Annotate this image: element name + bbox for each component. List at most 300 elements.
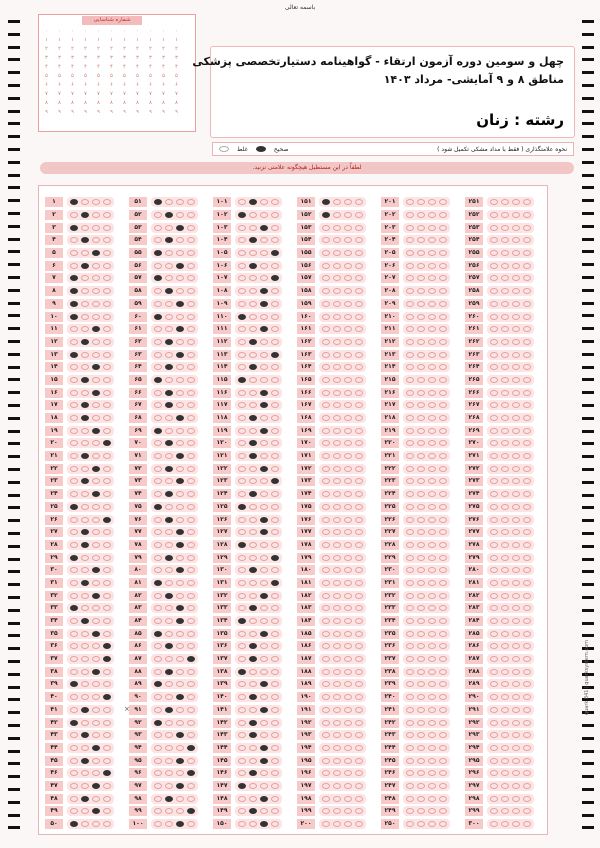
choice-bubble[interactable] (344, 555, 352, 561)
choice-bubble[interactable] (154, 199, 162, 205)
choice-bubble[interactable] (428, 796, 436, 802)
choice-bubble[interactable] (322, 199, 330, 205)
choice-bubble[interactable] (501, 301, 509, 307)
choice-bubble[interactable] (406, 770, 414, 776)
choice-bubble[interactable] (439, 580, 447, 586)
choice-bubble[interactable] (512, 796, 520, 802)
choice-bubble[interactable] (333, 796, 341, 802)
choice-bubble[interactable] (501, 352, 509, 358)
choice-bubble[interactable] (322, 237, 330, 243)
choice-bubble[interactable] (260, 542, 268, 548)
choice-bubble[interactable] (260, 694, 268, 700)
choice-bubble[interactable] (165, 707, 173, 713)
choice-bubble[interactable] (406, 517, 414, 523)
choice-bubble[interactable] (187, 707, 195, 713)
choice-bubble[interactable] (238, 555, 246, 561)
choice-bubble[interactable] (260, 681, 268, 687)
choice-bubble[interactable] (344, 758, 352, 764)
choice-bubble[interactable] (512, 593, 520, 599)
choice-bubble[interactable] (271, 390, 279, 396)
choice-bubble[interactable] (512, 555, 520, 561)
choice-bubble[interactable] (176, 491, 184, 497)
choice-bubble[interactable] (439, 301, 447, 307)
choice-bubble[interactable] (176, 542, 184, 548)
choice-bubble[interactable] (92, 783, 100, 789)
choice-bubble[interactable] (355, 529, 363, 535)
choice-bubble[interactable] (523, 631, 531, 637)
choice-bubble[interactable] (92, 669, 100, 675)
choice-bubble[interactable] (103, 415, 111, 421)
choice-bubble[interactable] (271, 808, 279, 814)
choice-bubble[interactable] (165, 237, 173, 243)
choice-bubble[interactable] (333, 237, 341, 243)
choice-bubble[interactable] (271, 618, 279, 624)
choice-bubble[interactable] (103, 390, 111, 396)
choice-bubble[interactable] (249, 402, 257, 408)
choice-bubble[interactable] (501, 478, 509, 484)
choice-bubble[interactable] (490, 605, 498, 611)
id-digit-bubble[interactable]: ۰ (110, 28, 113, 34)
choice-bubble[interactable] (260, 263, 268, 269)
choice-bubble[interactable] (355, 339, 363, 345)
choice-bubble[interactable] (271, 352, 279, 358)
id-digit-bubble[interactable]: ۲ (58, 46, 61, 52)
choice-bubble[interactable] (490, 453, 498, 459)
choice-bubble[interactable] (344, 225, 352, 231)
choice-bubble[interactable] (92, 605, 100, 611)
id-digit-bubble[interactable]: ۷ (71, 91, 74, 97)
choice-bubble[interactable] (439, 275, 447, 281)
choice-bubble[interactable] (103, 517, 111, 523)
choice-bubble[interactable] (103, 263, 111, 269)
choice-bubble[interactable] (355, 491, 363, 497)
id-digit-bubble[interactable]: ۵ (45, 73, 48, 79)
choice-bubble[interactable] (355, 478, 363, 484)
choice-bubble[interactable] (187, 796, 195, 802)
choice-bubble[interactable] (70, 618, 78, 624)
choice-bubble[interactable] (322, 656, 330, 662)
choice-bubble[interactable] (81, 796, 89, 802)
choice-bubble[interactable] (238, 580, 246, 586)
choice-bubble[interactable] (355, 237, 363, 243)
choice-bubble[interactable] (154, 237, 162, 243)
choice-bubble[interactable] (355, 567, 363, 573)
choice-bubble[interactable] (406, 491, 414, 497)
choice-bubble[interactable] (81, 542, 89, 548)
choice-bubble[interactable] (344, 263, 352, 269)
choice-bubble[interactable] (344, 669, 352, 675)
choice-bubble[interactable] (355, 428, 363, 434)
choice-bubble[interactable] (355, 555, 363, 561)
choice-bubble[interactable] (176, 199, 184, 205)
choice-bubble[interactable] (260, 593, 268, 599)
choice-bubble[interactable] (70, 758, 78, 764)
choice-bubble[interactable] (103, 250, 111, 256)
choice-bubble[interactable] (103, 631, 111, 637)
choice-bubble[interactable] (428, 618, 436, 624)
choice-bubble[interactable] (271, 453, 279, 459)
choice-bubble[interactable] (523, 453, 531, 459)
choice-bubble[interactable] (417, 656, 425, 662)
choice-bubble[interactable] (238, 656, 246, 662)
id-digit-bubble[interactable]: ۵ (58, 73, 61, 79)
choice-bubble[interactable] (406, 314, 414, 320)
choice-bubble[interactable] (406, 326, 414, 332)
choice-bubble[interactable] (271, 250, 279, 256)
choice-bubble[interactable] (271, 402, 279, 408)
choice-bubble[interactable] (501, 390, 509, 396)
choice-bubble[interactable] (490, 517, 498, 523)
choice-bubble[interactable] (187, 301, 195, 307)
id-digit-bubble[interactable]: ۲ (45, 46, 48, 52)
choice-bubble[interactable] (322, 707, 330, 713)
choice-bubble[interactable] (154, 390, 162, 396)
choice-bubble[interactable] (333, 250, 341, 256)
id-digit-bubble[interactable]: ۲ (136, 46, 139, 52)
choice-bubble[interactable] (439, 314, 447, 320)
choice-bubble[interactable] (238, 466, 246, 472)
choice-bubble[interactable] (176, 263, 184, 269)
choice-bubble[interactable] (103, 466, 111, 472)
choice-bubble[interactable] (501, 745, 509, 751)
choice-bubble[interactable] (249, 250, 257, 256)
choice-bubble[interactable] (103, 301, 111, 307)
choice-bubble[interactable] (512, 631, 520, 637)
id-digit-bubble[interactable]: ۴ (123, 64, 126, 70)
choice-bubble[interactable] (92, 593, 100, 599)
choice-bubble[interactable] (417, 478, 425, 484)
choice-bubble[interactable] (238, 402, 246, 408)
choice-bubble[interactable] (154, 314, 162, 320)
choice-bubble[interactable] (417, 352, 425, 358)
choice-bubble[interactable] (271, 745, 279, 751)
choice-bubble[interactable] (355, 720, 363, 726)
choice-bubble[interactable] (344, 529, 352, 535)
choice-bubble[interactable] (417, 275, 425, 281)
choice-bubble[interactable] (271, 643, 279, 649)
choice-bubble[interactable] (165, 339, 173, 345)
choice-bubble[interactable] (165, 593, 173, 599)
choice-bubble[interactable] (260, 275, 268, 281)
choice-bubble[interactable] (428, 453, 436, 459)
choice-bubble[interactable] (154, 453, 162, 459)
choice-bubble[interactable] (523, 301, 531, 307)
choice-bubble[interactable] (501, 783, 509, 789)
choice-bubble[interactable] (70, 402, 78, 408)
choice-bubble[interactable] (176, 656, 184, 662)
choice-bubble[interactable] (344, 250, 352, 256)
choice-bubble[interactable] (490, 250, 498, 256)
choice-bubble[interactable] (165, 770, 173, 776)
choice-bubble[interactable] (490, 352, 498, 358)
choice-bubble[interactable] (238, 352, 246, 358)
choice-bubble[interactable] (70, 428, 78, 434)
id-digit-bubble[interactable]: ۵ (136, 73, 139, 79)
choice-bubble[interactable] (355, 669, 363, 675)
choice-bubble[interactable] (501, 314, 509, 320)
choice-bubble[interactable] (260, 643, 268, 649)
choice-bubble[interactable] (187, 466, 195, 472)
choice-bubble[interactable] (165, 225, 173, 231)
id-digit-bubble[interactable]: ۰ (71, 28, 74, 34)
choice-bubble[interactable] (322, 314, 330, 320)
choice-bubble[interactable] (187, 428, 195, 434)
id-digit-bubble[interactable]: ۷ (162, 91, 165, 97)
choice-bubble[interactable] (322, 263, 330, 269)
choice-bubble[interactable] (439, 263, 447, 269)
choice-bubble[interactable] (406, 758, 414, 764)
choice-bubble[interactable] (176, 504, 184, 510)
choice-bubble[interactable] (70, 377, 78, 383)
choice-bubble[interactable] (154, 364, 162, 370)
id-digit-bubble[interactable]: ۸ (149, 100, 152, 106)
choice-bubble[interactable] (70, 199, 78, 205)
choice-bubble[interactable] (322, 250, 330, 256)
choice-bubble[interactable] (92, 808, 100, 814)
choice-bubble[interactable] (344, 694, 352, 700)
choice-bubble[interactable] (501, 593, 509, 599)
choice-bubble[interactable] (490, 707, 498, 713)
id-digit-bubble[interactable]: ۷ (175, 91, 178, 97)
choice-bubble[interactable] (81, 681, 89, 687)
choice-bubble[interactable] (523, 770, 531, 776)
choice-bubble[interactable] (260, 783, 268, 789)
id-digit-bubble[interactable]: ۴ (136, 64, 139, 70)
choice-bubble[interactable] (322, 796, 330, 802)
choice-bubble[interactable] (333, 605, 341, 611)
id-digit-bubble[interactable]: ۱ (97, 37, 100, 43)
choice-bubble[interactable] (238, 567, 246, 573)
choice-bubble[interactable] (249, 428, 257, 434)
id-digit-bubble[interactable]: ۷ (136, 91, 139, 97)
choice-bubble[interactable] (187, 364, 195, 370)
choice-bubble[interactable] (176, 440, 184, 446)
choice-bubble[interactable] (333, 567, 341, 573)
choice-bubble[interactable] (428, 326, 436, 332)
choice-bubble[interactable] (439, 466, 447, 472)
choice-bubble[interactable] (92, 466, 100, 472)
choice-bubble[interactable] (165, 478, 173, 484)
choice-bubble[interactable] (439, 758, 447, 764)
choice-bubble[interactable] (81, 402, 89, 408)
id-digit-bubble[interactable]: ۲ (97, 46, 100, 52)
choice-bubble[interactable] (103, 758, 111, 764)
choice-bubble[interactable] (187, 250, 195, 256)
choice-bubble[interactable] (176, 390, 184, 396)
choice-bubble[interactable] (490, 402, 498, 408)
choice-bubble[interactable] (523, 605, 531, 611)
choice-bubble[interactable] (81, 288, 89, 294)
choice-bubble[interactable] (344, 707, 352, 713)
choice-bubble[interactable] (322, 301, 330, 307)
choice-bubble[interactable] (165, 631, 173, 637)
id-digit-bubble[interactable]: ۸ (175, 100, 178, 106)
choice-bubble[interactable] (428, 745, 436, 751)
choice-bubble[interactable] (512, 263, 520, 269)
id-digit-bubble[interactable]: ۶ (84, 82, 87, 88)
choice-bubble[interactable] (249, 288, 257, 294)
choice-bubble[interactable] (249, 326, 257, 332)
choice-bubble[interactable] (523, 478, 531, 484)
choice-bubble[interactable] (523, 263, 531, 269)
choice-bubble[interactable] (406, 618, 414, 624)
choice-bubble[interactable] (501, 694, 509, 700)
choice-bubble[interactable] (333, 681, 341, 687)
choice-bubble[interactable] (70, 478, 78, 484)
choice-bubble[interactable] (490, 275, 498, 281)
choice-bubble[interactable] (417, 428, 425, 434)
choice-bubble[interactable] (70, 631, 78, 637)
choice-bubble[interactable] (70, 212, 78, 218)
choice-bubble[interactable] (417, 745, 425, 751)
choice-bubble[interactable] (81, 275, 89, 281)
choice-bubble[interactable] (355, 466, 363, 472)
id-digit-bubble[interactable]: ۱ (136, 37, 139, 43)
choice-bubble[interactable] (355, 199, 363, 205)
choice-bubble[interactable] (92, 275, 100, 281)
choice-bubble[interactable] (322, 681, 330, 687)
choice-bubble[interactable] (81, 783, 89, 789)
choice-bubble[interactable] (249, 339, 257, 345)
id-digit-bubble[interactable]: ۹ (58, 109, 61, 115)
choice-bubble[interactable] (81, 390, 89, 396)
choice-bubble[interactable] (501, 808, 509, 814)
choice-bubble[interactable] (428, 770, 436, 776)
choice-bubble[interactable] (187, 199, 195, 205)
choice-bubble[interactable] (154, 567, 162, 573)
choice-bubble[interactable] (187, 504, 195, 510)
choice-bubble[interactable] (81, 491, 89, 497)
id-digit-bubble[interactable]: ۴ (71, 64, 74, 70)
choice-bubble[interactable] (165, 377, 173, 383)
choice-bubble[interactable] (344, 821, 352, 827)
choice-bubble[interactable] (417, 821, 425, 827)
choice-bubble[interactable] (344, 440, 352, 446)
id-digit-bubble[interactable]: ۶ (175, 82, 178, 88)
choice-bubble[interactable] (501, 225, 509, 231)
id-digit-bubble[interactable]: ۴ (175, 64, 178, 70)
choice-bubble[interactable] (344, 593, 352, 599)
choice-bubble[interactable] (103, 377, 111, 383)
choice-bubble[interactable] (260, 301, 268, 307)
id-digit-bubble[interactable]: ۸ (123, 100, 126, 106)
choice-bubble[interactable] (439, 517, 447, 523)
choice-bubble[interactable] (523, 275, 531, 281)
choice-bubble[interactable] (271, 377, 279, 383)
choice-bubble[interactable] (490, 821, 498, 827)
choice-bubble[interactable] (92, 377, 100, 383)
choice-bubble[interactable] (92, 821, 100, 827)
choice-bubble[interactable] (154, 478, 162, 484)
choice-bubble[interactable] (70, 301, 78, 307)
choice-bubble[interactable] (187, 263, 195, 269)
choice-bubble[interactable] (238, 618, 246, 624)
choice-bubble[interactable] (501, 758, 509, 764)
choice-bubble[interactable] (249, 352, 257, 358)
choice-bubble[interactable] (355, 288, 363, 294)
choice-bubble[interactable] (81, 352, 89, 358)
choice-bubble[interactable] (176, 732, 184, 738)
choice-bubble[interactable] (322, 275, 330, 281)
choice-bubble[interactable] (176, 250, 184, 256)
id-digit-bubble[interactable]: ۰ (149, 28, 152, 34)
choice-bubble[interactable] (344, 364, 352, 370)
choice-bubble[interactable] (428, 478, 436, 484)
choice-bubble[interactable] (103, 428, 111, 434)
choice-bubble[interactable] (512, 707, 520, 713)
choice-bubble[interactable] (70, 466, 78, 472)
choice-bubble[interactable] (439, 377, 447, 383)
choice-bubble[interactable] (439, 364, 447, 370)
choice-bubble[interactable] (344, 237, 352, 243)
choice-bubble[interactable] (501, 631, 509, 637)
choice-bubble[interactable] (523, 567, 531, 573)
choice-bubble[interactable] (249, 237, 257, 243)
choice-bubble[interactable] (333, 339, 341, 345)
id-digit-bubble[interactable]: ۹ (175, 109, 178, 115)
choice-bubble[interactable] (260, 199, 268, 205)
choice-bubble[interactable] (103, 745, 111, 751)
choice-bubble[interactable] (406, 275, 414, 281)
choice-bubble[interactable] (490, 377, 498, 383)
choice-bubble[interactable] (523, 542, 531, 548)
choice-bubble[interactable] (260, 390, 268, 396)
choice-bubble[interactable] (238, 542, 246, 548)
choice-bubble[interactable] (238, 339, 246, 345)
choice-bubble[interactable] (406, 428, 414, 434)
choice-bubble[interactable] (322, 339, 330, 345)
choice-bubble[interactable] (92, 428, 100, 434)
choice-bubble[interactable] (406, 237, 414, 243)
choice-bubble[interactable] (355, 745, 363, 751)
choice-bubble[interactable] (501, 542, 509, 548)
id-digit-bubble[interactable]: ۶ (123, 82, 126, 88)
choice-bubble[interactable] (406, 250, 414, 256)
choice-bubble[interactable] (271, 580, 279, 586)
choice-bubble[interactable] (417, 758, 425, 764)
choice-bubble[interactable] (439, 821, 447, 827)
choice-bubble[interactable] (322, 631, 330, 637)
choice-bubble[interactable] (249, 466, 257, 472)
choice-bubble[interactable] (260, 415, 268, 421)
choice-bubble[interactable] (103, 681, 111, 687)
choice-bubble[interactable] (70, 605, 78, 611)
choice-bubble[interactable] (271, 555, 279, 561)
choice-bubble[interactable] (81, 669, 89, 675)
choice-bubble[interactable] (439, 783, 447, 789)
choice-bubble[interactable] (92, 212, 100, 218)
choice-bubble[interactable] (417, 225, 425, 231)
id-digit-bubble[interactable]: ۳ (71, 55, 74, 61)
choice-bubble[interactable] (333, 770, 341, 776)
choice-bubble[interactable] (176, 529, 184, 535)
choice-bubble[interactable] (417, 720, 425, 726)
choice-bubble[interactable] (187, 352, 195, 358)
choice-bubble[interactable] (512, 390, 520, 396)
choice-bubble[interactable] (238, 440, 246, 446)
choice-bubble[interactable] (333, 415, 341, 421)
choice-bubble[interactable] (260, 250, 268, 256)
choice-bubble[interactable] (249, 770, 257, 776)
choice-bubble[interactable] (355, 402, 363, 408)
choice-bubble[interactable] (428, 288, 436, 294)
choice-bubble[interactable] (490, 237, 498, 243)
choice-bubble[interactable] (490, 263, 498, 269)
choice-bubble[interactable] (165, 529, 173, 535)
choice-bubble[interactable] (92, 504, 100, 510)
choice-bubble[interactable] (92, 339, 100, 345)
choice-bubble[interactable] (406, 783, 414, 789)
